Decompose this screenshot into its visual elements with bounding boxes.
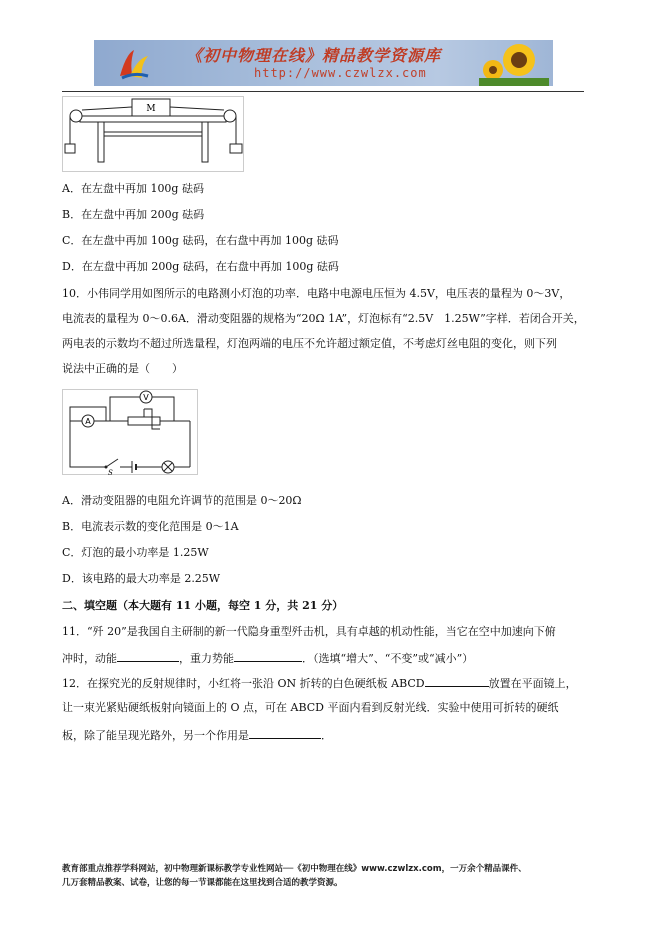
q10-option-a: A．滑动变阻器的电阻允许调节的范围是 0～20Ω bbox=[62, 494, 302, 507]
header-rule bbox=[62, 91, 584, 92]
q9-option-d: D．在左盘中再加 200g 砝码，在右盘中再加 100g 砝码 bbox=[62, 260, 339, 273]
q12-text-c: 板，除了能呈现光路外，另一个作用是 bbox=[62, 729, 249, 742]
q12-blank-1[interactable] bbox=[425, 675, 489, 687]
q10-stem-line-1: 10．小伟同学用如图所示的电路测小灯泡的功率．电路中电源电压恒为 4.5V，电压表的量程为 0～3V， bbox=[62, 287, 571, 300]
q11-line-1: 11．“歼 20”是我国自主研制的新一代隐身重型歼击机，具有卓越的机动性能，当它在空中加速向下俯 bbox=[62, 625, 556, 638]
q12-text-a: 12．在探究光的反射规律时，小红将一张沿 ON 折转的白色硬纸板 ABCD bbox=[62, 677, 425, 690]
ammeter-label: A bbox=[85, 417, 91, 426]
block-label: M bbox=[146, 104, 156, 114]
q12-line-1 bbox=[62, 675, 577, 691]
q11-text-b: ，重力势能 bbox=[179, 652, 234, 665]
q11-text-a: 冲时，动能 bbox=[62, 652, 117, 665]
footer-line-2: 几万套精品教案、试卷，让您的每一节课都能在这里找到合适的教学资源。 bbox=[62, 878, 343, 888]
q10-option-b: B．电流表示数的变化范围是 0～1A bbox=[62, 520, 239, 533]
q11-blank-1[interactable] bbox=[117, 650, 179, 662]
q10-stem-line-2: 电流表的量程为 0～0.6A．滑动变阻器的规格为“20Ω 1A”，灯泡标有“2.5V 1.25W”字样．若闭合开关， bbox=[62, 312, 585, 325]
q11-blank-2[interactable] bbox=[234, 650, 302, 662]
site-logo-icon bbox=[116, 46, 152, 82]
q12-text-b: 放置在平面镜上， bbox=[488, 677, 577, 690]
switch-label: S bbox=[108, 469, 113, 475]
q10-stem-line-3: 两电表的示数均不超过所选量程，灯泡两端的电压不允许超过额定值，不考虑灯丝电阻的变化，则下列 bbox=[62, 337, 557, 350]
q12-line-3 bbox=[62, 727, 332, 743]
voltmeter-label: V bbox=[143, 393, 149, 402]
q12-line-2: 让一束光紧贴硬纸板射向镜面上的 O 点，可在 ABCD 平面内看到反射光线．实验中使用可折转的硬纸 bbox=[62, 701, 559, 714]
banner-title: 《初中物理在线》精品教学资源库 bbox=[186, 46, 442, 65]
q9-option-c: C．在左盘中再加 100g 砝码，在右盘中再加 100g 砝码 bbox=[62, 234, 339, 247]
header-banner bbox=[94, 40, 553, 86]
q11-text-c: ．（选填“增大”、“不变”或“减小”） bbox=[302, 652, 474, 665]
pulley-table-figure bbox=[62, 96, 244, 172]
q10-option-c: C．灯泡的最小功率是 1.25W bbox=[62, 546, 209, 559]
q11-line-2 bbox=[62, 650, 473, 666]
sunflower-icon bbox=[479, 40, 549, 86]
q12-text-d: ． bbox=[321, 729, 332, 742]
footer-line-1: 教育部重点推荐学科网站，初中物理新课标教学专业性网站──《初中物理在线》www.czwlzx.com，一万余个精品课件、 bbox=[62, 864, 527, 874]
circuit-figure bbox=[62, 389, 198, 475]
q9-option-b: B．在左盘中再加 200g 砝码 bbox=[62, 208, 205, 221]
q10-option-d: D．该电路的最大功率是 2.25W bbox=[62, 572, 221, 585]
q10-stem-line-4: 说法中正确的是（ ） bbox=[62, 362, 183, 375]
banner-url[interactable]: http://www.czwlzx.com bbox=[254, 66, 427, 80]
section-heading: 二、填空题（本大题有 11 小题，每空 1 分，共 21 分） bbox=[62, 599, 344, 612]
q9-option-a: A．在左盘中再加 100g 砝码 bbox=[62, 182, 204, 195]
rheostat-icon bbox=[128, 417, 160, 425]
q12-blank-2[interactable] bbox=[249, 727, 321, 739]
